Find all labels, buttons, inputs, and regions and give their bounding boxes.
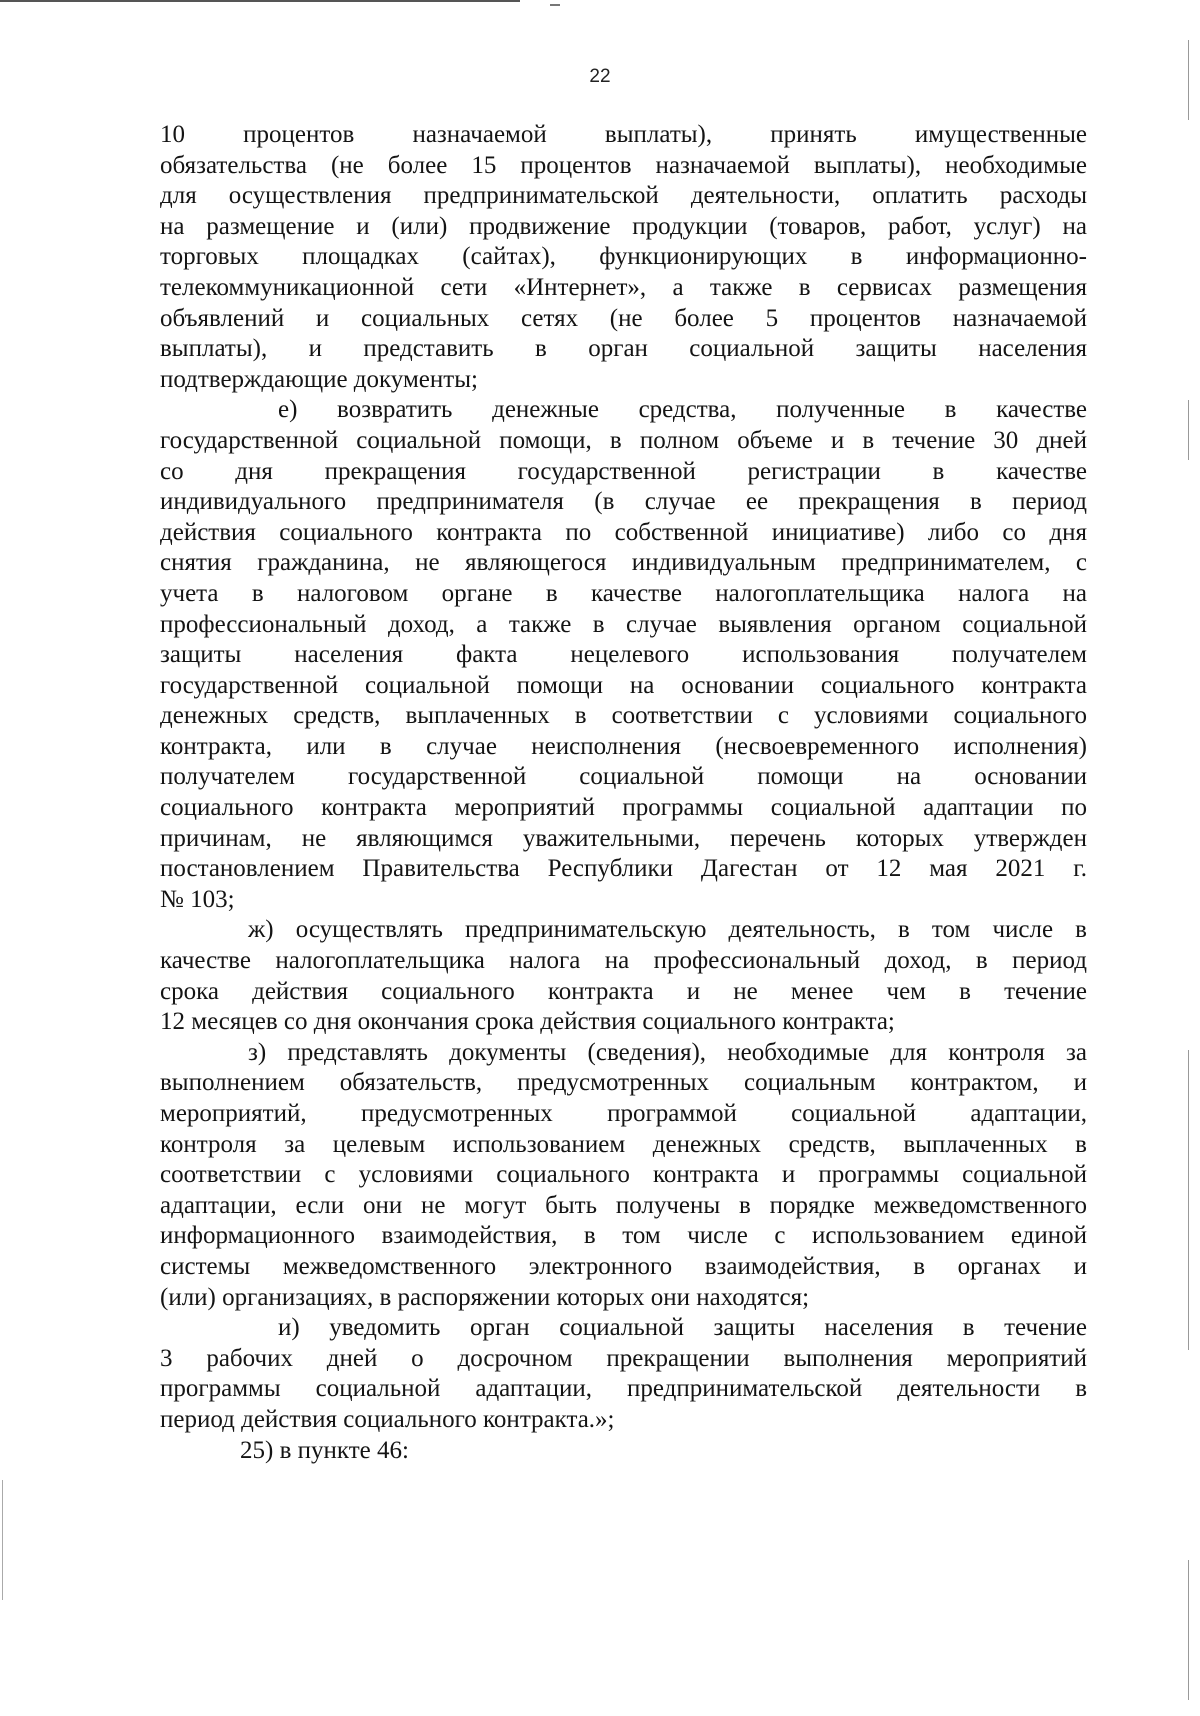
scan-artifact-right-edge (1188, 400, 1189, 460)
scan-artifact-left-edge (2, 1480, 3, 1600)
text-line: снятия гражданина, не являющегося индивидуальным предпринимателем, с (160, 549, 1087, 577)
text-line: 12 месяцев со дня окончания срока действия социального контракта; (160, 1008, 895, 1036)
text-line: постановлением Правительства Республики Дагестан от 12 мая 2021 г. (160, 855, 1087, 883)
text-line: торговых площадках (сайтах), функционирующих в информационно- (160, 243, 1087, 271)
text-line: качестве налогоплательщика налога на профессиональный доход, в период (160, 947, 1087, 975)
text-line: 10 процентов назначаемой выплаты), принять имущественные (160, 121, 1087, 148)
paragraph-item-z (160, 1038, 1087, 1313)
paragraph-continuation (160, 120, 1087, 395)
text-line: учета в налоговом органе в качестве налогоплательщика налога на (160, 579, 1087, 607)
text-line: получателем государственной социальной помощи на основании (160, 763, 1087, 791)
text-line: выплаты), и представить в орган социальной защиты населения (160, 335, 1087, 363)
paragraph-item-25 (160, 1436, 1087, 1467)
text-line: соответствии с условиями социального контракта и программы социальной (160, 1161, 1087, 1189)
text-line: е) возвратить денежные средства, полученные в качестве (278, 396, 1087, 424)
paragraph-item-i (160, 1313, 1087, 1435)
text-line: № 103; (160, 885, 235, 913)
text-line: социального контракта мероприятий программы социальной адаптации по (160, 794, 1087, 822)
text-line: информационного взаимодействия, в том числе с использованием единой (160, 1222, 1087, 1250)
text-line: программы социальной адаптации, предпринимательской деятельности в (160, 1375, 1087, 1403)
scan-artifact-top-mark (550, 4, 560, 6)
text-line: (или) организациях, в распоряжении которых они находятся; (160, 1283, 810, 1311)
text-line: з) представлять документы (сведения), необходимые для контроля за (248, 1038, 1087, 1066)
text-line: причинам, не являющимся уважительными, перечень которых утвержден (160, 824, 1087, 852)
text-line: 25) в пункте 46: (240, 1436, 409, 1464)
document-body (160, 120, 1087, 1466)
text-line: выполнением обязательств, предусмотренных социальным контрактом, и (160, 1069, 1087, 1097)
text-line: период действия социального контракта.»; (160, 1405, 615, 1433)
text-line: для осуществления предпринимательской деятельности, оплатить расходы (160, 182, 1087, 210)
text-line: обязательства (не более 15 процентов назначаемой выплаты), необходимые (160, 151, 1087, 179)
text-line: защиты населения факта нецелевого использования получателем (160, 641, 1087, 669)
scan-artifact-right-edge (1188, 1050, 1189, 1350)
text-line: и) уведомить орган социальной защиты населения в течение (278, 1314, 1087, 1342)
text-line: подтверждающие документы; (160, 365, 478, 393)
text-line: объявлений и социальных сетях (не более 5 процентов назначаемой (160, 304, 1087, 332)
text-line: контракта, или в случае неисполнения (несвоевременного исполнения) (160, 732, 1087, 760)
page-number: 22 (589, 66, 611, 87)
text-line: срока действия социального контракта и не менее чем в течение (160, 977, 1087, 1005)
paragraph-item-e (160, 395, 1087, 915)
scan-artifact-right-edge (1188, 1560, 1189, 1700)
text-line: контроля за целевым использованием денежных средств, выплаченных в (160, 1130, 1087, 1158)
text-line: на размещение и (или) продвижение продукции (товаров, работ, услуг) на (160, 212, 1087, 240)
text-line: индивидуального предпринимателя (в случае ее прекращения в период (160, 488, 1087, 516)
text-line: денежных средств, выплаченных в соответствии с условиями социального (160, 702, 1087, 730)
text-line: действия социального контракта по собственной инициативе) либо со дня (160, 518, 1087, 546)
text-line: адаптации, если они не могут быть получены в порядке межведомственного (160, 1191, 1087, 1219)
text-line: телекоммуникационной сети «Интернет», а также в сервисах размещения (160, 273, 1087, 301)
paragraph-item-zh (160, 915, 1087, 1037)
text-line: государственной социальной помощи на основании социального контракта (160, 671, 1087, 699)
scan-artifact-top-line (0, 0, 520, 2)
text-line: государственной социальной помощи, в полном объеме и в течение 30 дней (160, 426, 1087, 454)
text-line: системы межведомственного электронного взаимодействия, в органах и (160, 1252, 1087, 1280)
text-line: профессиональный доход, а также в случае выявления органом социальной (160, 610, 1087, 638)
text-line: со дня прекращения государственной регистрации в качестве (160, 457, 1087, 485)
text-line: ж) осуществлять предпринимательскую деятельность, в том числе в (248, 916, 1087, 944)
text-line: 3 рабочих дней о досрочном прекращении выполнения мероприятий (160, 1344, 1087, 1372)
text-line: мероприятий, предусмотренных программой социальной адаптации, (160, 1100, 1087, 1127)
